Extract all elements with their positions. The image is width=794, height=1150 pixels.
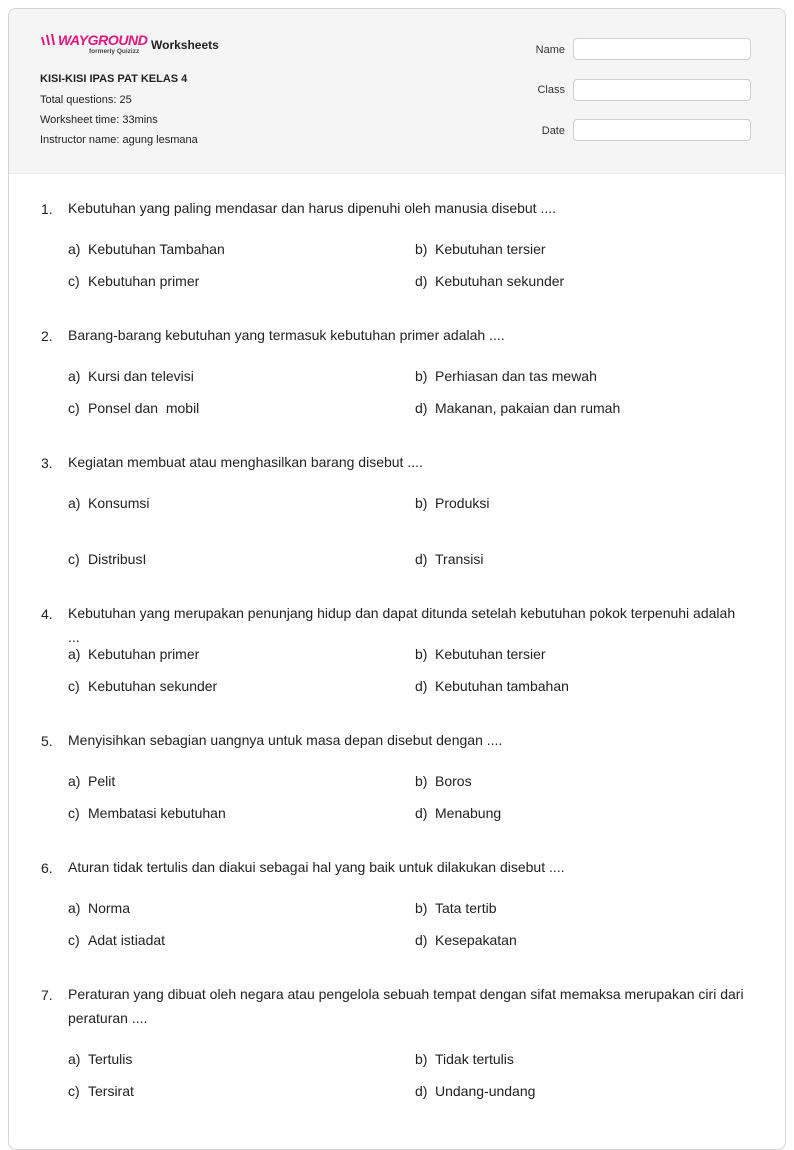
brand-logo (40, 32, 148, 59)
option-text: Norma (88, 900, 131, 916)
option-letter: a) (68, 368, 81, 384)
option-letter: c) (68, 273, 80, 289)
option-text: Tertulis (88, 1051, 133, 1067)
answer-option[interactable] (415, 241, 546, 257)
answer-option[interactable] (415, 900, 496, 916)
option-text: Transisi (435, 551, 484, 567)
option-letter: c) (68, 551, 80, 567)
logo-subtext: formerly Quizizz (89, 48, 140, 55)
option-letter: d) (415, 678, 428, 694)
answer-option[interactable] (68, 646, 199, 662)
option-text: Membatasi kebutuhan (88, 805, 226, 821)
name-field[interactable] (573, 38, 751, 60)
answer-option[interactable] (68, 678, 217, 694)
worksheet-time: Worksheet time: 33mins (40, 114, 158, 126)
option-text: Kebutuhan primer (88, 273, 200, 289)
section-title: Worksheets (151, 38, 219, 52)
total-questions: Total questions: 25 (40, 94, 132, 106)
answer-option[interactable] (415, 773, 472, 789)
option-letter: a) (68, 773, 81, 789)
option-text: Boros (435, 773, 472, 789)
option-text: Kursi dan televisi (88, 368, 194, 384)
option-text: Adat istiadat (88, 932, 166, 948)
answer-option[interactable] (68, 1083, 134, 1099)
option-letter: d) (415, 551, 428, 567)
answer-option[interactable] (415, 495, 489, 511)
option-letter: c) (68, 400, 80, 416)
option-text: Kebutuhan Tambahan (88, 241, 225, 257)
question-text: Peraturan yang dibuat oleh negara atau pengelola sebuah tempat dengan sifat memaksa merupakan ciri dari peraturan .... (68, 986, 744, 1026)
question-text: Barang-barang kebutuhan yang termasuk kebutuhan primer adalah .... (68, 327, 505, 343)
option-text: Undang-undang (435, 1083, 536, 1099)
option-letter: d) (415, 1083, 428, 1099)
class-field[interactable] (573, 79, 751, 101)
question-text: Menyisihkan sebagian uangnya untuk masa depan disebut dengan .... (68, 732, 503, 748)
wayground-mark-icon (40, 34, 57, 46)
answer-option[interactable] (68, 368, 194, 384)
answer-option[interactable] (68, 805, 226, 821)
option-text: Konsumsi (88, 495, 150, 511)
option-text: Kebutuhan sekunder (435, 273, 565, 289)
option-letter: b) (415, 495, 428, 511)
worksheet-header (9, 9, 785, 174)
option-letter: b) (415, 241, 428, 257)
worksheet-title: KISI-KISI IPAS PAT KELAS 4 (40, 73, 188, 85)
option-letter: c) (68, 805, 80, 821)
answer-option[interactable] (415, 400, 620, 416)
question-text: Kebutuhan yang paling mendasar dan harus dipenuhi oleh manusia disebut .... (68, 200, 557, 216)
option-text: Pelit (88, 773, 116, 789)
instructor-name: Instructor name: agung lesmana (40, 134, 198, 146)
question-number: 3. (41, 455, 53, 471)
logo-wordmark: WAYGROUND (58, 32, 148, 48)
option-letter: a) (68, 900, 81, 916)
question-number: 2. (41, 328, 53, 344)
answer-option[interactable] (68, 932, 165, 948)
name-label: Name (535, 44, 565, 56)
answer-option[interactable] (415, 273, 564, 289)
option-text: Kebutuhan primer (88, 646, 200, 662)
question-number: 6. (41, 860, 53, 876)
question-number: 5. (41, 733, 53, 749)
question-text: Kebutuhan yang merupakan penunjang hidup dan dapat ditunda setelah kebutuhan pokok terpenuhi adalah ... (68, 605, 736, 645)
option-letter: b) (415, 900, 428, 916)
option-text: Perhiasan dan tas mewah (435, 368, 597, 384)
option-text: Tata tertib (435, 900, 497, 916)
option-text: Menabung (435, 805, 502, 821)
option-letter: c) (68, 932, 80, 948)
option-text: Tidak tertulis (435, 1051, 514, 1067)
option-text: Makanan, pakaian dan rumah (435, 400, 621, 416)
answer-option[interactable] (415, 805, 501, 821)
option-letter: c) (68, 678, 80, 694)
question-text: Aturan tidak tertulis dan diakui sebagai hal yang baik untuk dilakukan disebut .... (68, 859, 565, 875)
date-label: Date (541, 125, 565, 137)
answer-option[interactable] (68, 495, 149, 511)
option-letter: d) (415, 932, 428, 948)
answer-option[interactable] (68, 241, 225, 257)
option-letter: a) (68, 1051, 81, 1067)
option-letter: b) (415, 646, 428, 662)
worksheet-page (8, 8, 786, 1150)
answer-option[interactable] (68, 1051, 132, 1067)
answer-option[interactable] (415, 551, 484, 567)
option-letter: d) (415, 400, 428, 416)
answer-option[interactable] (415, 368, 597, 384)
question-text: Kegiatan membuat atau menghasilkan barang disebut .... (68, 454, 423, 470)
answer-option[interactable] (68, 400, 199, 416)
option-letter: a) (68, 646, 81, 662)
option-letter: a) (68, 241, 81, 257)
question-number: 4. (41, 606, 53, 622)
class-label: Class (537, 84, 565, 96)
option-text: Kebutuhan tersier (435, 646, 546, 662)
answer-option[interactable] (415, 678, 569, 694)
option-text: Kebutuhan tersier (435, 241, 546, 257)
option-text: Kebutuhan tambahan (435, 678, 569, 694)
question-number: 7. (41, 987, 53, 1003)
date-field[interactable] (573, 119, 751, 141)
option-text: Kebutuhan sekunder (88, 678, 218, 694)
answer-option[interactable] (68, 273, 199, 289)
option-text: Produksi (435, 495, 490, 511)
option-letter: b) (415, 773, 428, 789)
option-text: Tersirat (88, 1083, 134, 1099)
answer-option[interactable] (68, 900, 130, 916)
answer-option[interactable] (415, 1083, 535, 1099)
answer-option[interactable] (415, 646, 546, 662)
option-text: Ponsel dan mobil (88, 400, 200, 416)
option-text: DistribusI (88, 551, 147, 567)
answer-option[interactable] (68, 773, 115, 789)
option-letter: d) (415, 805, 428, 821)
answer-option[interactable] (415, 932, 517, 948)
answer-option[interactable] (68, 551, 146, 567)
option-text: Kesepakatan (435, 932, 517, 948)
option-letter: d) (415, 273, 428, 289)
answer-option[interactable] (415, 1051, 514, 1067)
option-letter: b) (415, 1051, 428, 1067)
question-number: 1. (41, 201, 53, 217)
option-letter: a) (68, 495, 81, 511)
option-letter: b) (415, 368, 428, 384)
option-letter: c) (68, 1083, 80, 1099)
